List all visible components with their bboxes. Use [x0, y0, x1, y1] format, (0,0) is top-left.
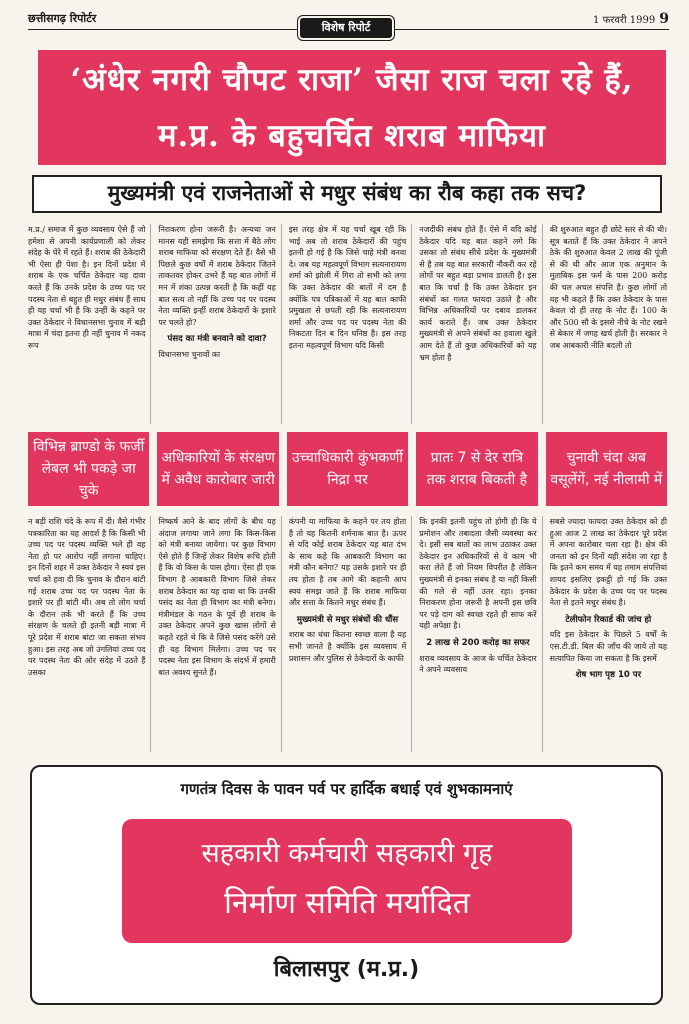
publication-name: छत्तीसगढ़ रिपोर्टर	[28, 12, 97, 25]
text-column	[550, 224, 667, 424]
column-text: शराब का धंधा कितना स्वच्छ वाला है यह सभी जानते है क्योंकि इस व्यवसाय में प्रशासन और पुलिस से ठेकेदारों के काफी	[288, 630, 407, 663]
highlight-box: प्रातः 7 से देर रात्रि तक शराब बिकती है	[416, 432, 537, 506]
text-column	[289, 516, 412, 752]
column-subheading: टेलीफोन रिकार्ड की जांच हो	[565, 614, 652, 625]
bottom-text-columns	[28, 516, 667, 752]
ad-org-line-1: सहकारी कर्मचारी सहकारी गृह	[201, 838, 493, 869]
greeting-advertisement	[30, 765, 663, 1005]
ad-greeting: गणतंत्र दिवस के पावन पर्व पर हार्दिक बधाई एवं शुभकामनाएं	[180, 780, 513, 798]
highlight-box: चुनावी चंदा अब वसूलेंगें, नई नीलामी में	[546, 432, 667, 506]
issue-date: 1 फरवरी 1999	[593, 15, 656, 26]
top-text-columns	[28, 224, 667, 424]
column-text: सबसे ज्यादा फायदा उक्त ठेकेदार को ही हुआ आज 2 लाख का ठेकेदार पूरे प्रदेश में अपना कारोबार चला रहा है। क्षेत्र की जनता को इन दिनों यही संदेश जा रहा है कि इतने कम समय में यह तमाम संपत्तियां शायद इसलिए इकट्ठी हो गई कि उक्त ठेकेदार के प्रदेश के उच्च पद पर पदस्थ नेता से इतने मधुर संबंध है।	[549, 517, 668, 608]
text-column	[289, 224, 412, 424]
column-text: की शुरुआत बहुत ही छोटे स्तर से की थी। सूत्र बताते हैं कि उक्त ठेकेदार ने अपने ठेके की शुरुआत केवल 2 लाख की पूंजी से की थी और आज एक अनुमान के मुताबिक इस फर्म के पास 200 करोड़ की चल अचल संपत्ति है। कुछ लोगों तो यह भी कहते हैं कि उक्त ठेकेदार के पास केवल दो ही तरह के नोट हैं। 100 के और 500 सौ के इससे नीचे के नोट रखने से बेकार में जगह खर्च होती है। सरकार ने जब आबकारी नीति बदली तो	[549, 225, 668, 350]
column-text: म.प्र./ समाज में कुछ व्यवसाय ऐसे हैं जो हमेशा से अपनी कार्यप्रणाली को लेकर संदेह के घेरे में रहते हैं। शराब की ठेकेदारी भी ऐसा ही पेशा है। इन दिनों प्रदेश में शराब के एक चर्चित ठेकेदार यह दावा करते हैं कि उनके प्रदेश के उच्च पद पर पदस्थ नेता से बहुत ही मधुर संबंध हैं साथ ही यह चर्चा भी है कि उन्हीं के कहने पर उक्त ठेकेदार ने विधानसभा चुनाव में बड़ी मात्रा में चंदा इतना ही नहीं चुनाव में नकद रूप	[28, 225, 146, 350]
ad-organization-box	[122, 819, 572, 943]
page-number: 9	[659, 11, 669, 27]
text-column	[158, 516, 281, 752]
continued-note: शेष भाग पृष्ठ 10 पर	[575, 670, 642, 681]
sub-headline: मुख्यमंत्री एवं राजनेताओं से मधुर संबंध का रौब कहा तक सच?	[32, 175, 662, 213]
highlight-boxes	[28, 432, 667, 506]
column-text: कि इनकी इतनी पहुंच तो होगी ही कि ये प्रमोशन और तबादला जैसी व्यवस्था कर दे। इसी सब बातों का लाभ उठाकर उक्त ठेकेदार इन अधिकारियों से वे काम भी करा लेते हैं जो नियम विपरीत है लेकिन मुख्यमंत्री से इनका संबंध है या नहीं किसी की गले से नहीं उतर रहा। इनका निराकरण होना जरूरी है अपनी इस छवि पर पड़े दाग को स्वच्छ रहते ही साफ करें यही अपेक्षा है।	[419, 517, 537, 631]
column-text: इस तरह क्षेत्र में यह चर्चा खूब रही कि भाई अब तो शराब ठेकेदारों की पहुंच इतनी हो गई है कि जिसे चाहे मंत्री बनवा दे। जब यह महत्वपूर्ण विभाग सत्यनारायण शर्मा को झोली में गिरा तो सभी को लगा कि उक्त ठेकेदार की बातों में दम है क्योंकि पत्र पत्रिकाओं में यह बात काफी प्रमुखता से छपती रही कि सत्यनारायण शर्मा और उच्च पद पर पदस्थ नेता की निकटता दिन ब दिन घनिष्ठ है। इस तरह इतना महत्वपूर्ण विभाग यदि किसी	[288, 225, 407, 350]
text-column	[28, 224, 151, 424]
ad-org-line-2: निर्माण समिति मर्यादित	[224, 886, 470, 921]
column-text: विधानसभा चुनावों का	[158, 349, 221, 359]
highlight-box: विभिन्न ब्राण्डो के फर्जी लेबल भी पकड़े जा चुके	[28, 432, 149, 506]
date-and-page	[593, 11, 669, 27]
column-text: न बड़ी राशि चंदे के रूप में दी। वैसे गंभीर पत्रकारिता का यह आदर्श है कि किसी भी उच्च पद पर पदस्थ व्यक्ति भले ही वह नेता हो पर आरोप नहीं लगाना चाहिए। इन दिनों शहर में उक्त ठेकेदार ने स्वयं इस चर्चा को हवा दी कि चुनाव के दौरान बांटी गई शराब उच्च पद पर पदस्थ नेता के इशारे पर ही बांटी थी। अब तो लोग चर्चा के दौरान तर्क भी करते हैं कि उच्च संरक्षण के चलते ही इतनी बड़ी मात्रा में पूरे प्रदेश में शराब बांटा जा सकता संभव हुआ। इस तरह अब जो उंगलियां उच्च पद पर पदस्थ नेता की ओर संदेह में उठते हैं उसका	[28, 517, 146, 677]
column-text: कंपनी या माफिया के कहने पर तय होता है तो यह कितनी शर्मनाक बात है। ऊपर से यदि कोई शराब ठेकेदार यह बात दंभ के साथ कहे कि आबकारी विभाग का मंत्री कौन बनेगा? यह उसके इशारे पर ही तय होता है तब आगे की कहानी आप स्वयं समझ जाते हैं कि शराब माफिया और सत्ता के कितने मधुर संबंध हैं।	[288, 517, 407, 608]
text-column	[28, 516, 151, 752]
column-subheading: 2 लाख से 200 करोड़ का सफर	[426, 637, 530, 648]
column-text: निराकरण होना जरूरी है। अन्यथा जन मानस यही समझेगा कि सत्ता में बैठे लोग शराब माफिया को संरक्षण देते हैं। वैसे भी पिछले कुछ वर्षों में शराब ठेकेदार जितने ताकतवर होकर उभरे हैं यह बात लोगों में मन में शंका उत्पन्न करती है कि कहीं यह बात सत्य तो नहीं कि उच्च पद पर पदस्थ नेता व्यक्ति इन्हीं शराब ठेकेदारों के इशारे पर चलते हो?	[158, 225, 276, 327]
column-text: नजदीकी संबंध होते हैं। ऐसे में यदि कोई ठेकेदार यदि यह बात कहने लगे कि उसका तो संबंध सीधे प्रदेश के मुख्यमंत्री से है तब यह बात सरकारी नौकरी कर रहे लोगों पर बहुत बड़ा प्रभाव डालती है। इस बात कि चर्चा है कि उक्त ठेकेदार इन संबंधों का गलत फायदा उठाते है और विभिन्न अधिकारियों पर दबाव डालकर कार्य कराते हैं। जब उक्त ठेकेदार मुख्यमंत्री से अपने संबंधों का हवाला खुले आम देते हैं तो कुछ अधिकारियों को यह भ्रम होता है	[419, 225, 537, 362]
section-tag: विशेष रिपोर्ट	[300, 18, 392, 38]
highlight-box: अधिकारियों के संरक्षण में अवैध कारोबार जारी	[157, 432, 278, 506]
text-column	[419, 224, 542, 424]
text-column	[419, 516, 542, 752]
column-text: यदि इस ठेकेदार के पिछले 5 वर्षों के एस.टी.डी. बिल की जाँच की जाये तो यह सत्यापित किया जा सकता है कि इसमें	[549, 630, 668, 663]
highlight-box: उच्चाधिकारी कुंभकर्णी निद्रा पर	[287, 432, 408, 506]
column-subheading: मुख्यमंत्री से मधुर संबंधों की धौंस	[296, 614, 399, 625]
text-column	[158, 224, 281, 424]
main-headline: ‘अंधेर नगरी चौपट राजा’ जैसा राज चला रहे हैं, म.प्र. के बहुचर्चित शराब माफिया	[38, 50, 666, 165]
column-text: निष्कर्ष आने के बाद लोगों के बीच यह अंदाज लगाया जाने लगा कि किस-किस को मंत्री बनाया जायेगा। पर कुछ विभाग ऐसे होते हैं जिन्हें लेकर विशेष रूचि होती है कि वो किस के पास होगा। ऐसा ही एक विभाग है आबकारी विभाग जिसे लेकर शराब ठेकेदार का यह दावा था कि उनकी पसंद का नेता ही विभाग का मंत्री बनेगा। मंत्रीमंडल के गठन के पूर्व ही शराब के उक्त ठेकेदार अपने कुछ खास लोगों से कहते रहते थे कि वे जिसे पसंद करेंगे उसे ही यह विभाग मिलेगा। उच्च पद पर पदस्थ नेता इस विभाग के संदर्भ में हमारी बात अवश्य सुनते हैं।	[158, 517, 276, 677]
text-column	[550, 516, 667, 752]
ad-city: बिलासपुर (म.प्र.)	[273, 957, 420, 982]
column-text: शराब व्यवसाय के आज के चर्चित ठेकेदार ने अपने व्यवसाय	[419, 653, 537, 675]
column-subheading: पंसद का मंत्री बनवाने को दावा?	[167, 334, 267, 345]
